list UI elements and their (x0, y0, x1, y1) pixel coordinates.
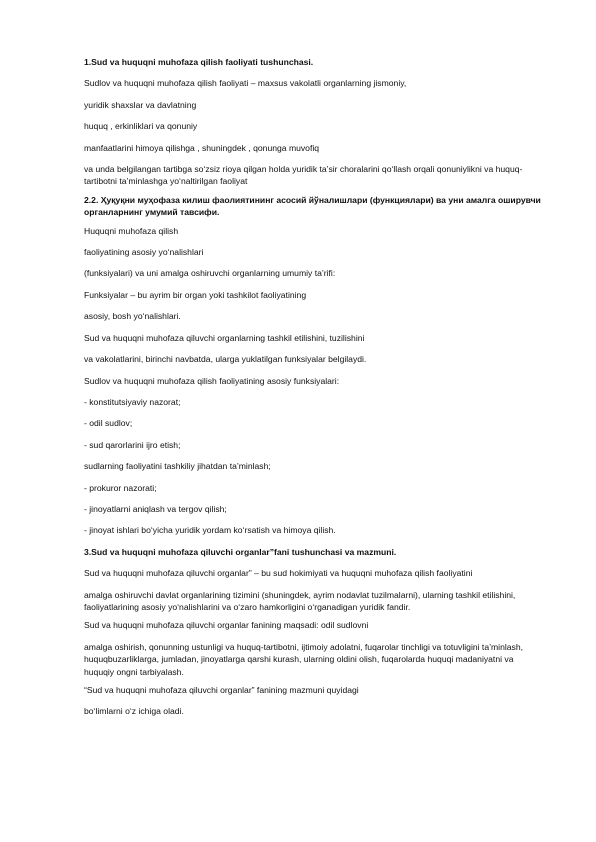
list-item: - jinoyat ishlari bo‘yicha yuridik yordam ko‘rsatish va himoya qilish. (84, 525, 336, 536)
paragraph-line: Sudlov va huquqni muhofaza qilish faoliyatining asosiy funksiyalari: (84, 375, 340, 386)
paragraph-line: amalga oshirish, qonunning ustunligi va huquq-tartibotni, ijtimoiy adolatni, fuqarolar tinchligi va totuvligini ta’minlash, huquqbuzarliklarga, jumladan, jinoyatlarga qarshi kurash, ularning oldini olish, fuqarolarda huquqi madaniyatni va huquqiy ongni tarbiyalash. (84, 641, 524, 677)
paragraph-line: Huquqni muhofaza qilish (84, 225, 179, 236)
paragraph-line: “Sud va huquqni muhofaza qiluvchi organlar” fanining mazmuni quyidagi (84, 685, 359, 695)
list-item: - konstitutsiyaviy nazorat; (84, 396, 181, 407)
list-item: sudlarning faoliyatini tashkiliy jihatdan ta’minlash; (84, 461, 271, 472)
document-page (84, 56, 544, 727)
section-heading-3: 3.Sud va huquqni muhofaza qiluvchi organlar”fani tushunchasi va mazmuni. (84, 546, 397, 557)
paragraph-line: huquq , erkinliklari va qonuniy (84, 121, 198, 132)
section-heading-2: 2.2. Ҳуқуқни муҳофаза килиш фаолиятининг асосий йўналишлари (функциялари) ва уни амалга оширувчи органларнинг умумий тавсифи. (84, 194, 541, 218)
paragraph-line: Sud va huquqni muhofaza qiluvchi organlarning tashkil etilishini, tuzilishini (84, 332, 365, 343)
paragraph-line: Sud va huquqni muhofaza qiluvchi organlar fanining maqsadi: odil sudlovni (84, 620, 369, 631)
paragraph-line: manfaatlarini himoya qilishga , shuningdek , qonunga muvofiq (84, 142, 320, 153)
paragraph-line: va unda belgilangan tartibga so‘zsiz rioya qilgan holda yuridik ta’sir choralarini qo‘llash orqali qonuniylikni va huquq-tartibotni ta’minlashga yo‘naltirilgan faoliyat (84, 164, 523, 187)
paragraph-line: Sudlov va huquqni muhofaza qilish faoliyati – maxsus vakolatli organlarning jismoniy, (84, 78, 407, 89)
list-item: - odil sudlov; (84, 418, 133, 429)
list-item: - prokuror nazorati; (84, 482, 157, 493)
paragraph-line: bo‘limlarni o‘z ichiga oladi. (84, 706, 184, 717)
paragraph-line: yuridik shaxslar va davlatning (84, 99, 197, 110)
section-heading-1: 1.Sud va huquqni muhofaza qilish faoliyati tushunchasi. (84, 57, 314, 67)
paragraph-line: amalga oshiruvchi davlat organlarining tizimini (shuningdek, ayrim nodavlat tuzilmalarni), ularning tashkil etilishini, faoliyatlarining asosiy yo‘nalishlarini va o‘zaro hamkorligini o‘rganadigan yuridik fandir. (84, 589, 516, 612)
paragraph-line: asosiy, bosh yo‘nalishlari. (84, 311, 181, 322)
list-item: - jinoyatlarni aniqlash va tergov qilish; (84, 503, 227, 514)
paragraph-line: faoliyatining asosiy yo‘nalishlari (84, 247, 204, 258)
paragraph-line: (funksiyalari) va uni amalga oshiruvchi organlarning umumiy ta’rifi: (84, 268, 336, 279)
paragraph-line: Sud va huquqni muhofaza qiluvchi organlar” – bu sud hokimiyati va huquqni muhofaza qilish faoliyatini (84, 568, 473, 579)
list-item: - sud qarorlarini ijro etish; (84, 439, 181, 450)
paragraph-line: Funksiyalar – bu ayrim bir organ yoki tashkilot faoliyatining (84, 289, 307, 300)
paragraph-line: va vakolatlarini, birinchi navbatda, ularga yuklatilgan funksiyalar belgilaydi. (84, 354, 367, 365)
